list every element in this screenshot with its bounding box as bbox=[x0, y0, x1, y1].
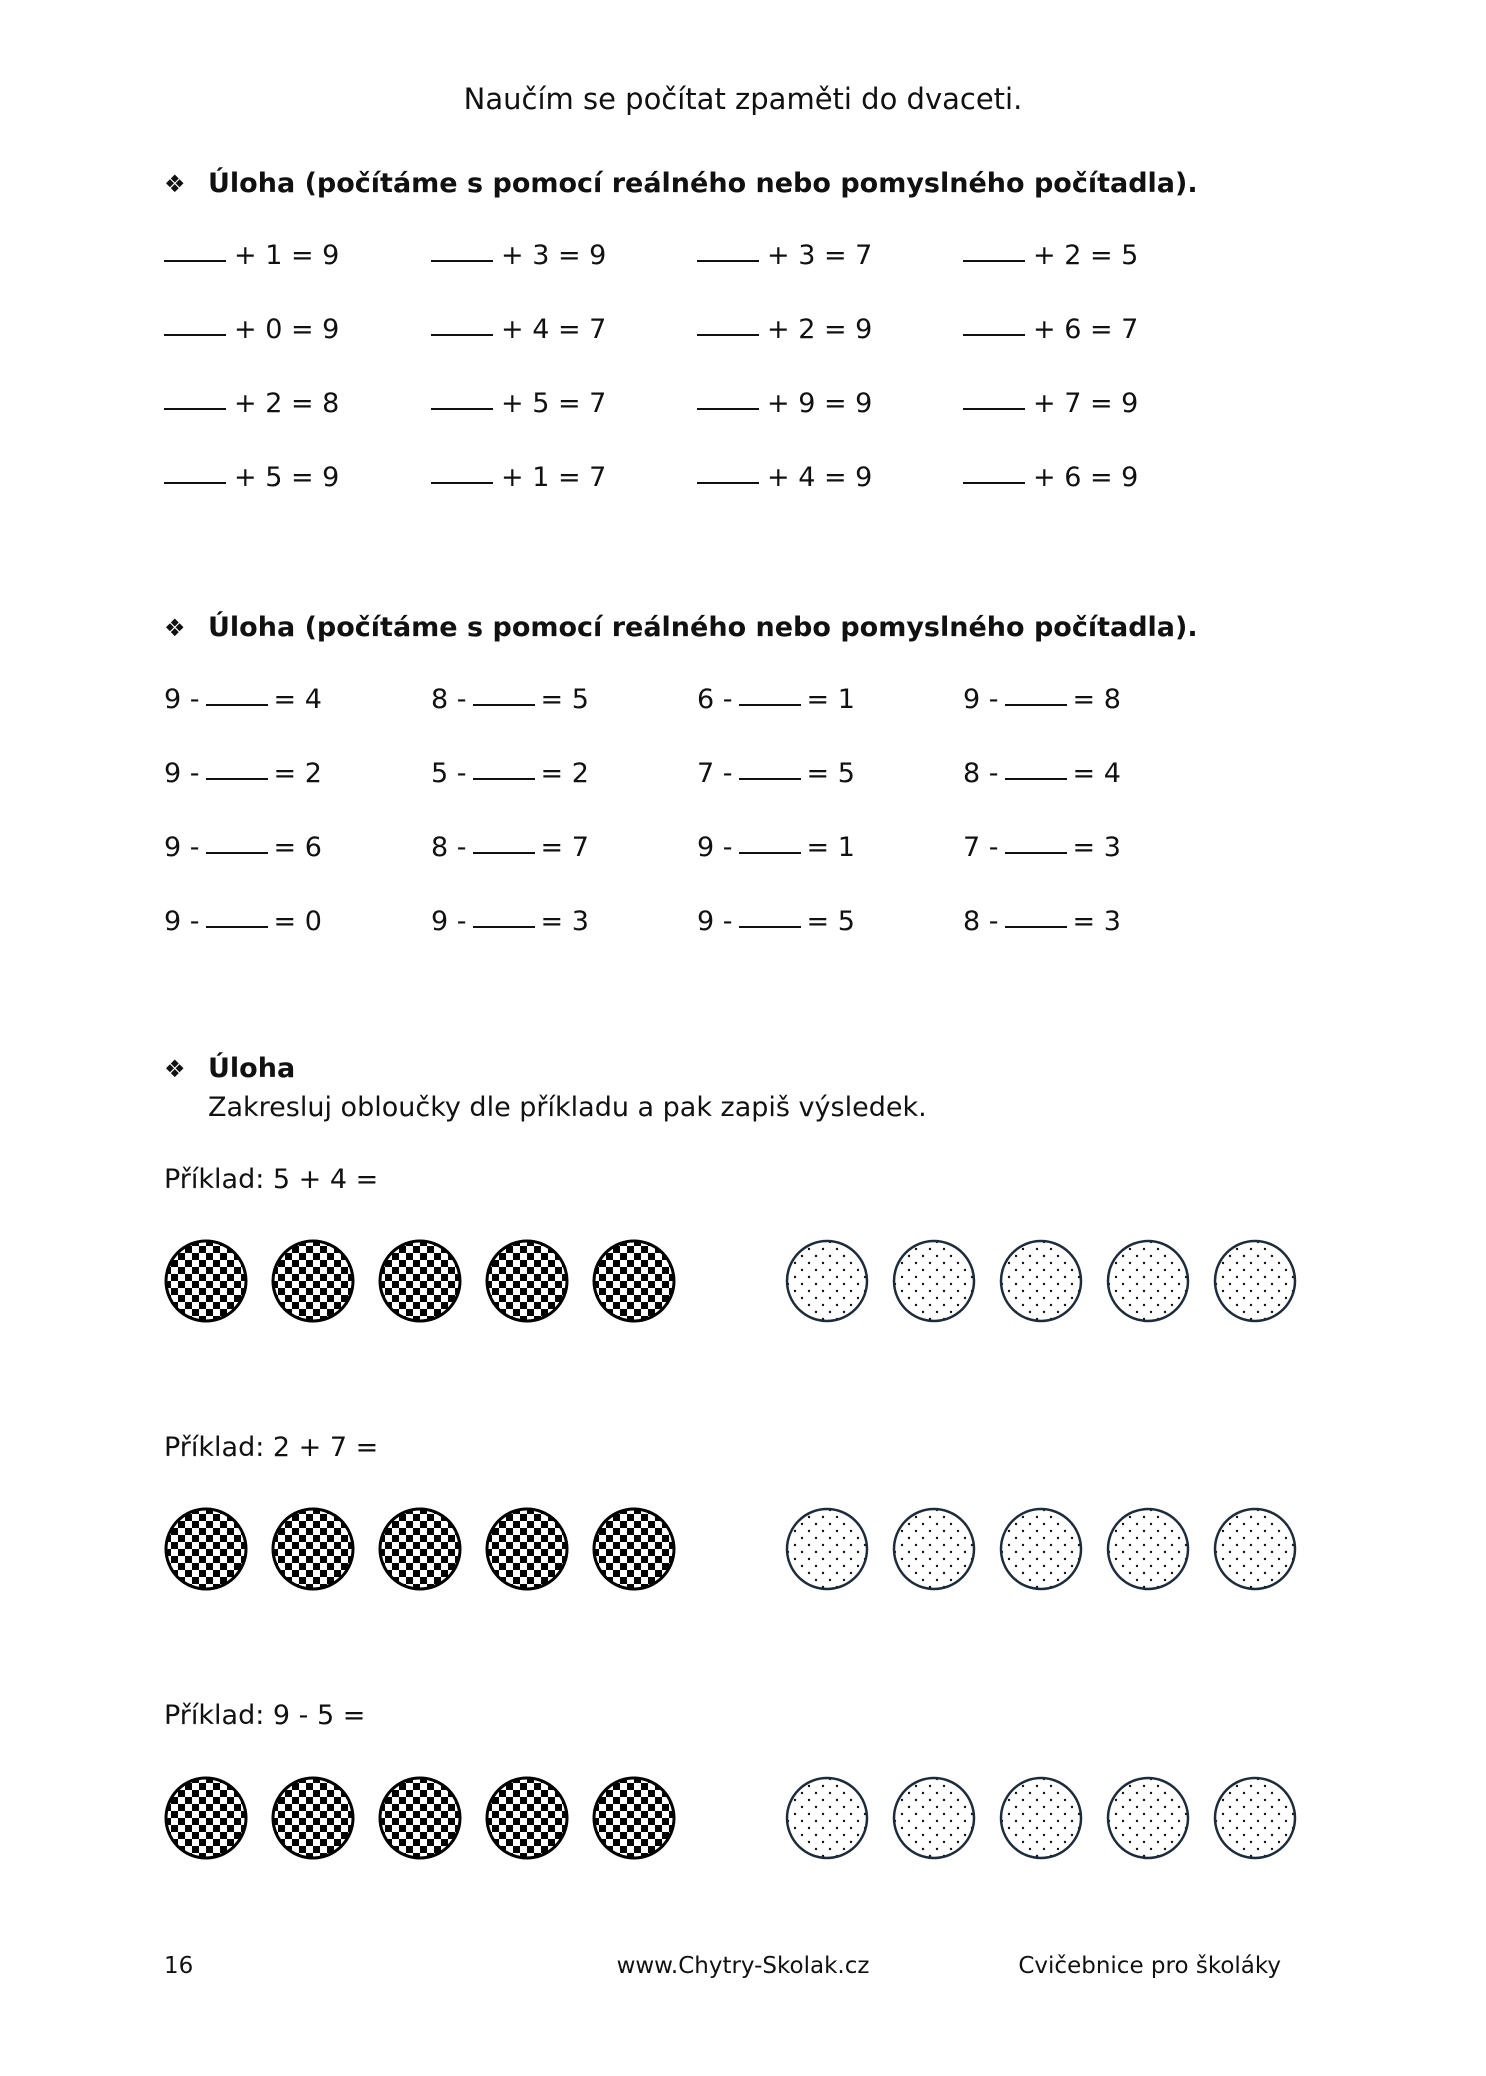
answer-blank[interactable] bbox=[697, 259, 759, 262]
answer-blank[interactable] bbox=[164, 333, 226, 336]
subtraction-equation bbox=[431, 758, 589, 789]
addition-equation bbox=[963, 240, 1138, 271]
equation-suffix: = 3 bbox=[1072, 832, 1121, 863]
equation-suffix: = 1 bbox=[806, 684, 855, 715]
checkered-bead-icon bbox=[378, 1239, 462, 1323]
equation-text: + 2 = 5 bbox=[1033, 240, 1139, 271]
task3-heading: Úloha bbox=[208, 1053, 296, 1084]
dotted-bead-icon bbox=[892, 1239, 976, 1323]
equation-prefix: 8 - bbox=[963, 906, 999, 937]
answer-blank[interactable] bbox=[473, 925, 535, 928]
dotted-bead-icon bbox=[999, 1239, 1083, 1323]
task1-heading-row bbox=[164, 168, 1198, 199]
checkered-bead-icon bbox=[271, 1507, 355, 1591]
equation-text: + 5 = 7 bbox=[501, 388, 607, 419]
dotted-bead-icon bbox=[1106, 1776, 1190, 1860]
equation-suffix: = 2 bbox=[540, 758, 589, 789]
dotted-bead-icon bbox=[1213, 1507, 1297, 1591]
subtraction-equation bbox=[697, 906, 855, 937]
answer-blank[interactable] bbox=[739, 777, 801, 780]
answer-blank[interactable] bbox=[206, 925, 268, 928]
equation-text: + 6 = 7 bbox=[1033, 314, 1139, 345]
page-title: Naučím se počítat zpaměti do dvaceti. bbox=[463, 82, 1023, 116]
addition-equation bbox=[963, 388, 1138, 419]
addition-equation bbox=[431, 314, 606, 345]
addition-equation bbox=[431, 388, 606, 419]
task3-heading-row bbox=[164, 1053, 295, 1084]
equation-text: + 5 = 9 bbox=[234, 462, 340, 493]
example-label: Příklad: 2 + 7 = bbox=[164, 1432, 379, 1463]
answer-blank[interactable] bbox=[963, 333, 1025, 336]
dotted-bead-icon bbox=[999, 1776, 1083, 1860]
checkered-bead-icon bbox=[271, 1239, 355, 1323]
dotted-bead-icon bbox=[1213, 1239, 1297, 1323]
equation-prefix: 5 - bbox=[431, 758, 467, 789]
subtraction-equation bbox=[164, 758, 322, 789]
equation-suffix: = 6 bbox=[273, 832, 322, 863]
equation-prefix: 9 - bbox=[164, 758, 200, 789]
equation-text: + 3 = 9 bbox=[501, 240, 607, 271]
equation-prefix: 9 - bbox=[697, 832, 733, 863]
checkered-bead-icon bbox=[164, 1776, 248, 1860]
subtraction-equation bbox=[963, 684, 1121, 715]
book-title: Cvičebnice pro školáky bbox=[1018, 1953, 1281, 1979]
equation-suffix: = 3 bbox=[1072, 906, 1121, 937]
equation-suffix: = 2 bbox=[273, 758, 322, 789]
website-url: www.Chytry-Skolak.cz bbox=[616, 1953, 870, 1979]
subtraction-equation bbox=[697, 832, 855, 863]
dotted-bead-icon bbox=[785, 1776, 869, 1860]
equation-prefix: 9 - bbox=[963, 684, 999, 715]
checkered-bead-icon bbox=[592, 1776, 676, 1860]
subtraction-equation bbox=[431, 832, 589, 863]
checkered-bead-icon bbox=[164, 1507, 248, 1591]
diamond-bullet-icon: ❖ bbox=[164, 169, 186, 198]
equation-suffix: = 0 bbox=[273, 906, 322, 937]
equation-prefix: 7 - bbox=[963, 832, 999, 863]
answer-blank[interactable] bbox=[963, 481, 1025, 484]
dotted-bead-icon bbox=[892, 1776, 976, 1860]
equation-text: + 3 = 7 bbox=[767, 240, 873, 271]
task2-heading-row bbox=[164, 612, 1198, 643]
equation-prefix: 6 - bbox=[697, 684, 733, 715]
example-label: Příklad: 9 - 5 = bbox=[164, 1700, 366, 1731]
task2-heading: Úloha (počítáme s pomocí reálného nebo pomyslného počítadla). bbox=[208, 612, 1198, 643]
answer-blank[interactable] bbox=[697, 407, 759, 410]
answer-blank[interactable] bbox=[164, 481, 226, 484]
equation-text: + 7 = 9 bbox=[1033, 388, 1139, 419]
checkered-bead-icon bbox=[164, 1239, 248, 1323]
addition-equation bbox=[431, 462, 606, 493]
dotted-bead-icon bbox=[892, 1507, 976, 1591]
checkered-bead-icon bbox=[485, 1776, 569, 1860]
answer-blank[interactable] bbox=[963, 407, 1025, 410]
equation-text: + 1 = 7 bbox=[501, 462, 607, 493]
equation-suffix: = 5 bbox=[540, 684, 589, 715]
subtraction-equation bbox=[164, 832, 322, 863]
answer-blank[interactable] bbox=[1005, 777, 1067, 780]
answer-blank[interactable] bbox=[697, 481, 759, 484]
answer-blank[interactable] bbox=[1005, 925, 1067, 928]
addition-equation bbox=[164, 462, 339, 493]
answer-blank[interactable] bbox=[164, 259, 226, 262]
checkered-bead-icon bbox=[485, 1507, 569, 1591]
addition-equation bbox=[697, 388, 872, 419]
equation-prefix: 8 - bbox=[963, 758, 999, 789]
equation-text: + 4 = 7 bbox=[501, 314, 607, 345]
equation-suffix: = 8 bbox=[1072, 684, 1121, 715]
addition-equation bbox=[164, 388, 339, 419]
subtraction-equation bbox=[164, 684, 322, 715]
dotted-bead-icon bbox=[785, 1507, 869, 1591]
checkered-bead-icon bbox=[271, 1776, 355, 1860]
subtraction-equation bbox=[431, 684, 589, 715]
dotted-bead-icon bbox=[999, 1507, 1083, 1591]
task1-heading: Úloha (počítáme s pomocí reálného nebo pomyslného počítadla). bbox=[208, 168, 1198, 199]
equation-prefix: 8 - bbox=[431, 832, 467, 863]
equation-text: + 9 = 9 bbox=[767, 388, 873, 419]
answer-blank[interactable] bbox=[206, 703, 268, 706]
answer-blank[interactable] bbox=[1005, 851, 1067, 854]
answer-blank[interactable] bbox=[431, 481, 493, 484]
subtraction-equation bbox=[963, 758, 1121, 789]
answer-blank[interactable] bbox=[697, 333, 759, 336]
equation-prefix: 8 - bbox=[431, 684, 467, 715]
answer-blank[interactable] bbox=[739, 703, 801, 706]
equation-prefix: 9 - bbox=[164, 906, 200, 937]
addition-equation bbox=[164, 240, 339, 271]
addition-equation bbox=[697, 240, 872, 271]
diamond-bullet-icon: ❖ bbox=[164, 613, 186, 642]
answer-blank[interactable] bbox=[963, 259, 1025, 262]
answer-blank[interactable] bbox=[431, 259, 493, 262]
equation-text: + 2 = 9 bbox=[767, 314, 873, 345]
answer-blank[interactable] bbox=[431, 407, 493, 410]
equation-prefix: 9 - bbox=[431, 906, 467, 937]
answer-blank[interactable] bbox=[473, 851, 535, 854]
subtraction-equation bbox=[963, 832, 1121, 863]
answer-blank[interactable] bbox=[739, 925, 801, 928]
subtraction-equation bbox=[164, 906, 322, 937]
subtraction-equation bbox=[697, 684, 855, 715]
subtraction-equation bbox=[963, 906, 1121, 937]
equation-suffix: = 5 bbox=[806, 906, 855, 937]
page-number: 16 bbox=[164, 1953, 194, 1979]
dotted-bead-icon bbox=[1106, 1507, 1190, 1591]
example-label: Příklad: 5 + 4 = bbox=[164, 1164, 379, 1195]
equation-text: + 2 = 8 bbox=[234, 388, 340, 419]
equation-prefix: 9 - bbox=[697, 906, 733, 937]
checkered-bead-icon bbox=[485, 1239, 569, 1323]
checkered-bead-icon bbox=[592, 1507, 676, 1591]
subtraction-equation bbox=[697, 758, 855, 789]
equation-suffix: = 5 bbox=[806, 758, 855, 789]
addition-equation bbox=[697, 462, 872, 493]
subtraction-equation bbox=[431, 906, 589, 937]
equation-suffix: = 1 bbox=[806, 832, 855, 863]
equation-prefix: 7 - bbox=[697, 758, 733, 789]
equation-suffix: = 4 bbox=[1072, 758, 1121, 789]
task3-instruction: Zakresluj obloučky dle příkladu a pak zapiš výsledek. bbox=[208, 1092, 927, 1123]
equation-suffix: = 3 bbox=[540, 906, 589, 937]
addition-equation bbox=[963, 314, 1138, 345]
answer-blank[interactable] bbox=[1005, 703, 1067, 706]
equation-text: + 1 = 9 bbox=[234, 240, 340, 271]
checkered-bead-icon bbox=[378, 1776, 462, 1860]
equation-suffix: = 7 bbox=[540, 832, 589, 863]
checkered-bead-icon bbox=[592, 1239, 676, 1323]
answer-blank[interactable] bbox=[206, 777, 268, 780]
checkered-bead-icon bbox=[378, 1507, 462, 1591]
answer-blank[interactable] bbox=[206, 851, 268, 854]
dotted-bead-icon bbox=[1213, 1776, 1297, 1860]
addition-equation bbox=[431, 240, 606, 271]
equation-text: + 4 = 9 bbox=[767, 462, 873, 493]
diamond-bullet-icon: ❖ bbox=[164, 1054, 186, 1083]
addition-equation bbox=[164, 314, 339, 345]
answer-blank[interactable] bbox=[473, 703, 535, 706]
dotted-bead-icon bbox=[1106, 1239, 1190, 1323]
equation-prefix: 9 - bbox=[164, 684, 200, 715]
addition-equation bbox=[963, 462, 1138, 493]
addition-equation bbox=[697, 314, 872, 345]
dotted-bead-icon bbox=[785, 1239, 869, 1323]
answer-blank[interactable] bbox=[473, 777, 535, 780]
answer-blank[interactable] bbox=[739, 851, 801, 854]
equation-text: + 0 = 9 bbox=[234, 314, 340, 345]
equation-prefix: 9 - bbox=[164, 832, 200, 863]
equation-suffix: = 4 bbox=[273, 684, 322, 715]
answer-blank[interactable] bbox=[431, 333, 493, 336]
answer-blank[interactable] bbox=[164, 407, 226, 410]
equation-text: + 6 = 9 bbox=[1033, 462, 1139, 493]
